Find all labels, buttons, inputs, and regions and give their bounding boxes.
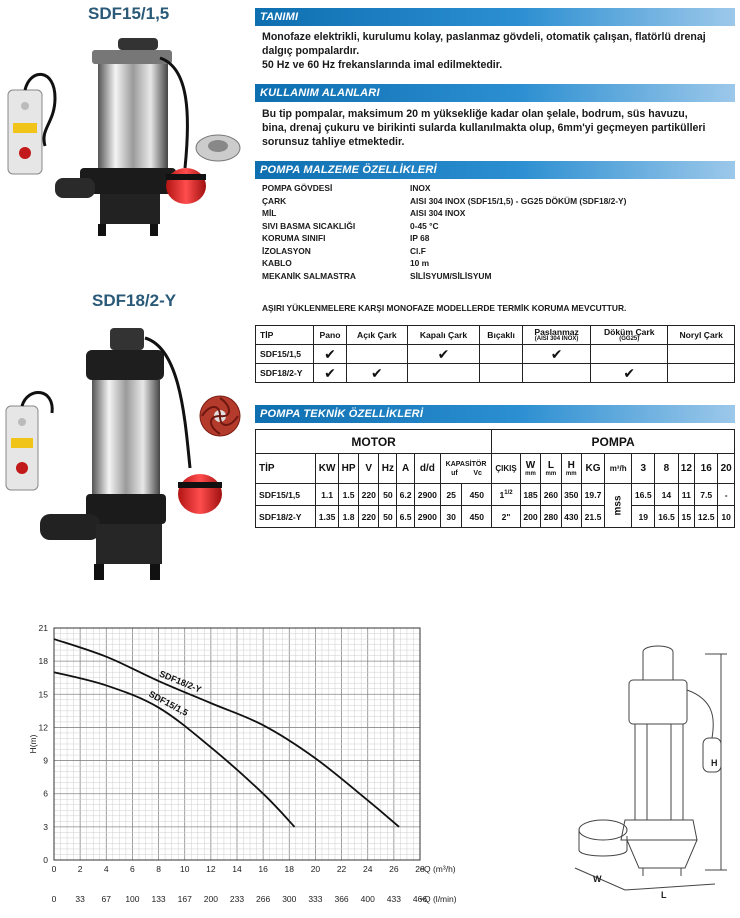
float-switch-icon: [178, 474, 222, 514]
h-unit: mm: [565, 471, 577, 477]
material-row: [262, 183, 732, 195]
tech-cell-dd: 2900: [414, 484, 440, 506]
tech-row-sdf18: [256, 506, 735, 528]
tech-group-pompa: POMPA: [492, 430, 735, 454]
tech-cell-hz: 50: [379, 506, 397, 528]
feature-cell: [668, 364, 735, 383]
material-value: AISI 304 INOX: [410, 208, 466, 218]
section-header-malzeme: POMPA MALZEME ÖZELLİKLERİ: [255, 161, 735, 179]
kullanim-line: sorunsuz tahliye etmektedir.: [262, 136, 405, 148]
x-tick-label-lmin: 100: [125, 894, 140, 904]
tech-header-kw: KW: [316, 454, 339, 484]
material-value: IP 68: [410, 233, 430, 243]
feature-header-pano: Pano: [314, 326, 347, 345]
tech-header-flow-8: 8: [655, 454, 678, 484]
tech-cell-dd: 2900: [414, 506, 440, 528]
tech-cell-q12: 11: [678, 484, 695, 506]
tech-header-m3h: m³/h: [605, 454, 632, 484]
material-row: [262, 208, 732, 220]
feature-row-tip: SDF15/1,5: [256, 345, 314, 364]
y-axis-label: H(m): [28, 734, 38, 754]
y-tick-label: 15: [38, 689, 48, 700]
material-value: 10 m: [410, 258, 430, 268]
x-tick-label-lmin: 400: [360, 894, 375, 904]
feature-cell: [480, 364, 523, 383]
feature-cell: [314, 364, 347, 383]
tech-cell-q3: 19: [632, 506, 655, 528]
cikis-fraction: 1/2: [504, 489, 513, 496]
x-tick-label-lmin: 366: [334, 894, 349, 904]
section-header-teknik: POMPA TEKNİK ÖZELLİKLERİ: [255, 405, 735, 423]
material-key: KORUMA SINIFI: [262, 233, 326, 243]
tech-cell-q20: 10: [718, 506, 735, 528]
tanimi-text: [262, 30, 734, 72]
feature-header-paslanmaz-label: Paslanmaz: [534, 327, 579, 337]
tech-table: [255, 429, 735, 528]
x-tick-label-m3h: 16: [258, 864, 268, 874]
w-label: W: [525, 460, 536, 471]
tech-cell-a: 6.5: [397, 506, 415, 528]
tech-header-dd: d/d: [414, 454, 440, 484]
pump-image-sdf18: [0, 318, 250, 590]
material-row: [262, 246, 732, 258]
tech-cell-kg: 19.7: [581, 484, 604, 506]
tech-cell-q16: 12.5: [695, 506, 718, 528]
impeller-icon: [196, 135, 240, 161]
x-tick-label-m3h: 6: [130, 864, 135, 874]
feature-row-sdf15: [256, 345, 735, 364]
impeller-icon: [200, 396, 240, 436]
feature-header-dokum-label: Döküm Çark: [603, 327, 655, 337]
tech-header-row: [256, 454, 735, 484]
feature-cell: [591, 364, 668, 383]
x-tick-label-m3h: 28: [415, 864, 425, 874]
tech-cell-v: 220: [359, 506, 379, 528]
tech-cell-tip: SDF18/2-Y: [256, 506, 316, 528]
tech-cell-kw: 1.1: [316, 484, 339, 506]
tech-header-cikis: ÇIKIŞ: [492, 454, 521, 484]
check-icon: ✔: [324, 346, 336, 362]
model-title-sdf18: SDF18/2-Y: [92, 291, 177, 310]
feature-header-noryl: Noryl Çark: [668, 326, 735, 345]
feature-header-paslanmaz: [523, 326, 591, 345]
feature-row-tip: SDF18/2-Y: [256, 364, 314, 383]
feature-table-header: [256, 326, 735, 345]
model-title-sdf15: SDF15/1,5: [88, 4, 170, 23]
tech-cell-cikis: 2": [492, 506, 521, 528]
tech-header-flow-12: 12: [678, 454, 695, 484]
tech-cell-uf: 30: [440, 506, 462, 528]
material-key: KABLO: [262, 258, 292, 268]
tech-cell-mss: [605, 484, 632, 528]
tech-cell-a: 6.2: [397, 484, 415, 506]
material-key: ÇARK: [262, 195, 287, 206]
feature-cell: [591, 345, 668, 364]
kapasitor-vc: Vc: [473, 469, 482, 477]
dimension-label-h: H: [711, 758, 718, 768]
kapasitor-label: KAPASİTÖR: [445, 460, 487, 468]
material-key: İZOLASYON: [262, 245, 311, 256]
dimension-label-l: L: [661, 890, 667, 900]
feature-header-paslanmaz-sub: (AISI 304 INOX): [534, 336, 579, 342]
tech-cell-q8: 16.5: [655, 506, 678, 528]
feature-header-kapali: Kapalı Çark: [407, 326, 479, 345]
tech-header-hp: HP: [339, 454, 359, 484]
material-value: Cl.F: [410, 245, 426, 256]
performance-chart: [28, 618, 478, 914]
kapasitor-uf: uf: [451, 469, 458, 477]
feature-cell: [407, 364, 479, 383]
series-label: SDF15/1,5: [147, 688, 190, 718]
check-icon: ✔: [437, 346, 450, 362]
tech-cell-q16: 7.5: [695, 484, 718, 506]
feature-table: [255, 325, 735, 383]
feature-cell: [523, 364, 591, 383]
section-header-tanimi: TANIMI: [255, 8, 735, 26]
material-row: [262, 233, 732, 245]
tech-cell-w: 185: [520, 484, 540, 506]
h-label: H: [567, 460, 575, 471]
tech-cell-q3: 16.5: [632, 484, 655, 506]
tech-cell-l: 260: [541, 484, 561, 506]
control-box-icon: [8, 74, 55, 174]
x-tick-label-lmin: 466: [412, 894, 428, 904]
x-tick-label-m3h: 20: [310, 864, 321, 874]
tech-cell-kg: 21.5: [581, 506, 604, 528]
tech-header-flow-20: 20: [718, 454, 735, 484]
tech-cell-uf: 25: [440, 484, 462, 506]
y-tick-label: 9: [43, 755, 48, 766]
x-tick-label-m3h: 26: [389, 864, 399, 874]
tech-header-flow-3: 3: [632, 454, 655, 484]
x-tick-label-m3h: 8: [156, 864, 161, 874]
tech-cell-hz: 50: [379, 484, 397, 506]
float-switch-icon: [166, 168, 206, 204]
control-box-icon: [6, 392, 52, 490]
tanimi-line: dalgıç pompalardır.: [262, 45, 360, 57]
tech-header-a: A: [397, 454, 415, 484]
pump-image-sdf15: [0, 28, 250, 250]
thermal-protection-note: AŞIRI YÜKLENMELERE KARŞI MONOFAZE MODELLERDE TERMİK KORUMA MEVCUTTUR.: [262, 303, 627, 313]
pump-body-icon: [40, 328, 166, 580]
check-icon: ✔: [371, 365, 383, 381]
feature-header-acik: Açık Çark: [346, 326, 407, 345]
tech-cell-q20: -: [718, 484, 735, 506]
x-tick-label-m3h: 18: [284, 864, 295, 874]
feature-cell: [523, 345, 591, 364]
x-tick-label-lmin: 300: [282, 894, 297, 904]
dimension-label-w: W: [593, 874, 602, 884]
mss-label: mss: [612, 495, 624, 516]
dimension-drawing: [565, 640, 735, 900]
check-icon: ✔: [623, 365, 636, 381]
tech-cell-v: 220: [359, 484, 379, 506]
kullanim-line: bina, drenaj çukuru ve birikinti sularda kullanılmakta olup, 6mm'yi geçmeyen partikülleri: [262, 122, 706, 134]
x-tick-label-lmin: 33: [75, 894, 85, 904]
tech-header-tip: TİP: [256, 454, 316, 484]
tech-group-motor: MOTOR: [256, 430, 492, 454]
x-tick-label-m3h: 24: [362, 864, 373, 874]
tech-header-flow-16: 16: [695, 454, 718, 484]
x-tick-label-lmin: 333: [308, 894, 323, 904]
tech-cell-hp: 1.8: [339, 506, 359, 528]
l-label: L: [547, 460, 554, 471]
tech-cell-h: 430: [561, 506, 581, 528]
x-axis-label-m3h: Q (m³/h): [424, 864, 456, 874]
feature-cell: [346, 345, 407, 364]
x-tick-label-m3h: 4: [103, 864, 109, 874]
y-tick-label: 6: [43, 788, 48, 799]
kullanim-line: Bu tip pompalar, maksimum 20 m yüksekliğe kadar olan şelale, bodrum, süs havuzu,: [262, 108, 688, 120]
material-row: [262, 196, 732, 208]
check-icon: ✔: [324, 365, 336, 381]
tech-cell-vc: 450: [462, 484, 492, 506]
material-value: INOX: [410, 183, 431, 193]
material-key: MİL: [262, 208, 277, 218]
material-value: AISI 304 INOX (SDF15/1,5) - GG25 DÖKÜM (SDF18/2-Y): [410, 195, 627, 206]
x-tick-label-lmin: 0: [51, 894, 57, 904]
tanimi-line: 50 Hz ve 60 Hz frekanslarında imal edilmektedir.: [262, 59, 503, 71]
tech-header-hz: Hz: [379, 454, 397, 484]
feature-header-tip: TİP: [256, 326, 314, 345]
l-unit: mm: [545, 471, 557, 477]
feature-header-bicakli: Bıçaklı: [480, 326, 523, 345]
feature-header-dokum: [591, 326, 668, 345]
x-tick-label-m3h: 10: [179, 864, 190, 874]
material-key: POMPA GÖVDESİ: [262, 183, 333, 193]
x-tick-label-lmin: 167: [177, 894, 192, 904]
tech-header-v: V: [359, 454, 379, 484]
feature-cell: [346, 364, 407, 383]
tech-header-l: [541, 454, 561, 484]
tech-header-kg: KG: [581, 454, 604, 484]
x-tick-label-lmin: 266: [256, 894, 271, 904]
tech-cell-q8: 14: [655, 484, 678, 506]
x-tick-label-lmin: 233: [229, 894, 245, 904]
tech-cell-kw: 1.35: [316, 506, 339, 528]
tech-cell-h: 350: [561, 484, 581, 506]
x-tick-label-lmin: 433: [386, 894, 401, 904]
w-unit: mm: [525, 471, 536, 477]
material-key: SIVI BASMA SICAKLIĞI: [262, 220, 356, 231]
x-tick-label-lmin: 67: [101, 894, 112, 904]
feature-cell: [668, 345, 735, 364]
tech-cell-w: 200: [520, 506, 540, 528]
y-tick-label: 0: [43, 855, 48, 865]
x-tick-label-m3h: 0: [51, 864, 57, 874]
tech-cell-hp: 1.5: [339, 484, 359, 506]
tech-cell-l: 280: [541, 506, 561, 528]
tech-row-sdf15: [256, 484, 735, 506]
check-icon: ✔: [550, 346, 563, 362]
x-tick-label-lmin: 133: [151, 894, 166, 904]
feature-cell: [407, 345, 479, 364]
tech-cell-q12: 15: [678, 506, 695, 528]
feature-cell: [314, 345, 347, 364]
tanimi-line: Monofaze elektrikli, kurulumu kolay, paslanmaz gövdeli, otomatik çalışan, flatörlü drenaj: [262, 31, 706, 43]
x-axis-label-lmin: Q (l/min): [424, 894, 457, 904]
tech-header-h: [561, 454, 581, 484]
tech-cell-cikis: [492, 484, 521, 506]
material-row: [262, 271, 732, 283]
feature-row-sdf18: [256, 364, 735, 383]
x-tick-label-m3h: 12: [206, 864, 216, 874]
tech-cell-vc: 450: [462, 506, 492, 528]
material-value: SİLİSYUM/SİLİSYUM: [410, 270, 492, 281]
x-tick-label-lmin: 200: [203, 894, 218, 904]
material-value: 0-45 °C: [410, 220, 439, 231]
section-header-kullanim: KULLANIM ALANLARI: [255, 84, 735, 102]
cikis-value: 1: [499, 489, 505, 500]
x-tick-label-m3h: 2: [77, 864, 83, 874]
feature-cell: [480, 345, 523, 364]
kullanim-text: [262, 107, 734, 149]
tech-group-row: [256, 430, 735, 454]
series-label: SDF18/2-Y: [157, 668, 203, 695]
feature-header-dokum-sub: (GG25): [619, 336, 640, 342]
tech-header-kapasitor: [440, 454, 491, 484]
y-tick-label: 21: [38, 623, 48, 633]
tech-header-w: [520, 454, 540, 484]
y-tick-label: 3: [43, 821, 48, 832]
pump-body-icon: [55, 38, 176, 236]
x-tick-label-m3h: 14: [232, 864, 242, 874]
material-key: MEKANİK SALMASTRA: [262, 270, 356, 281]
material-row: [262, 258, 732, 270]
material-row: [262, 221, 732, 233]
y-tick-label: 12: [38, 722, 48, 733]
tech-cell-tip: SDF15/1,5: [256, 484, 316, 506]
x-tick-label-m3h: 22: [336, 864, 347, 874]
y-tick-label: 18: [38, 656, 48, 667]
